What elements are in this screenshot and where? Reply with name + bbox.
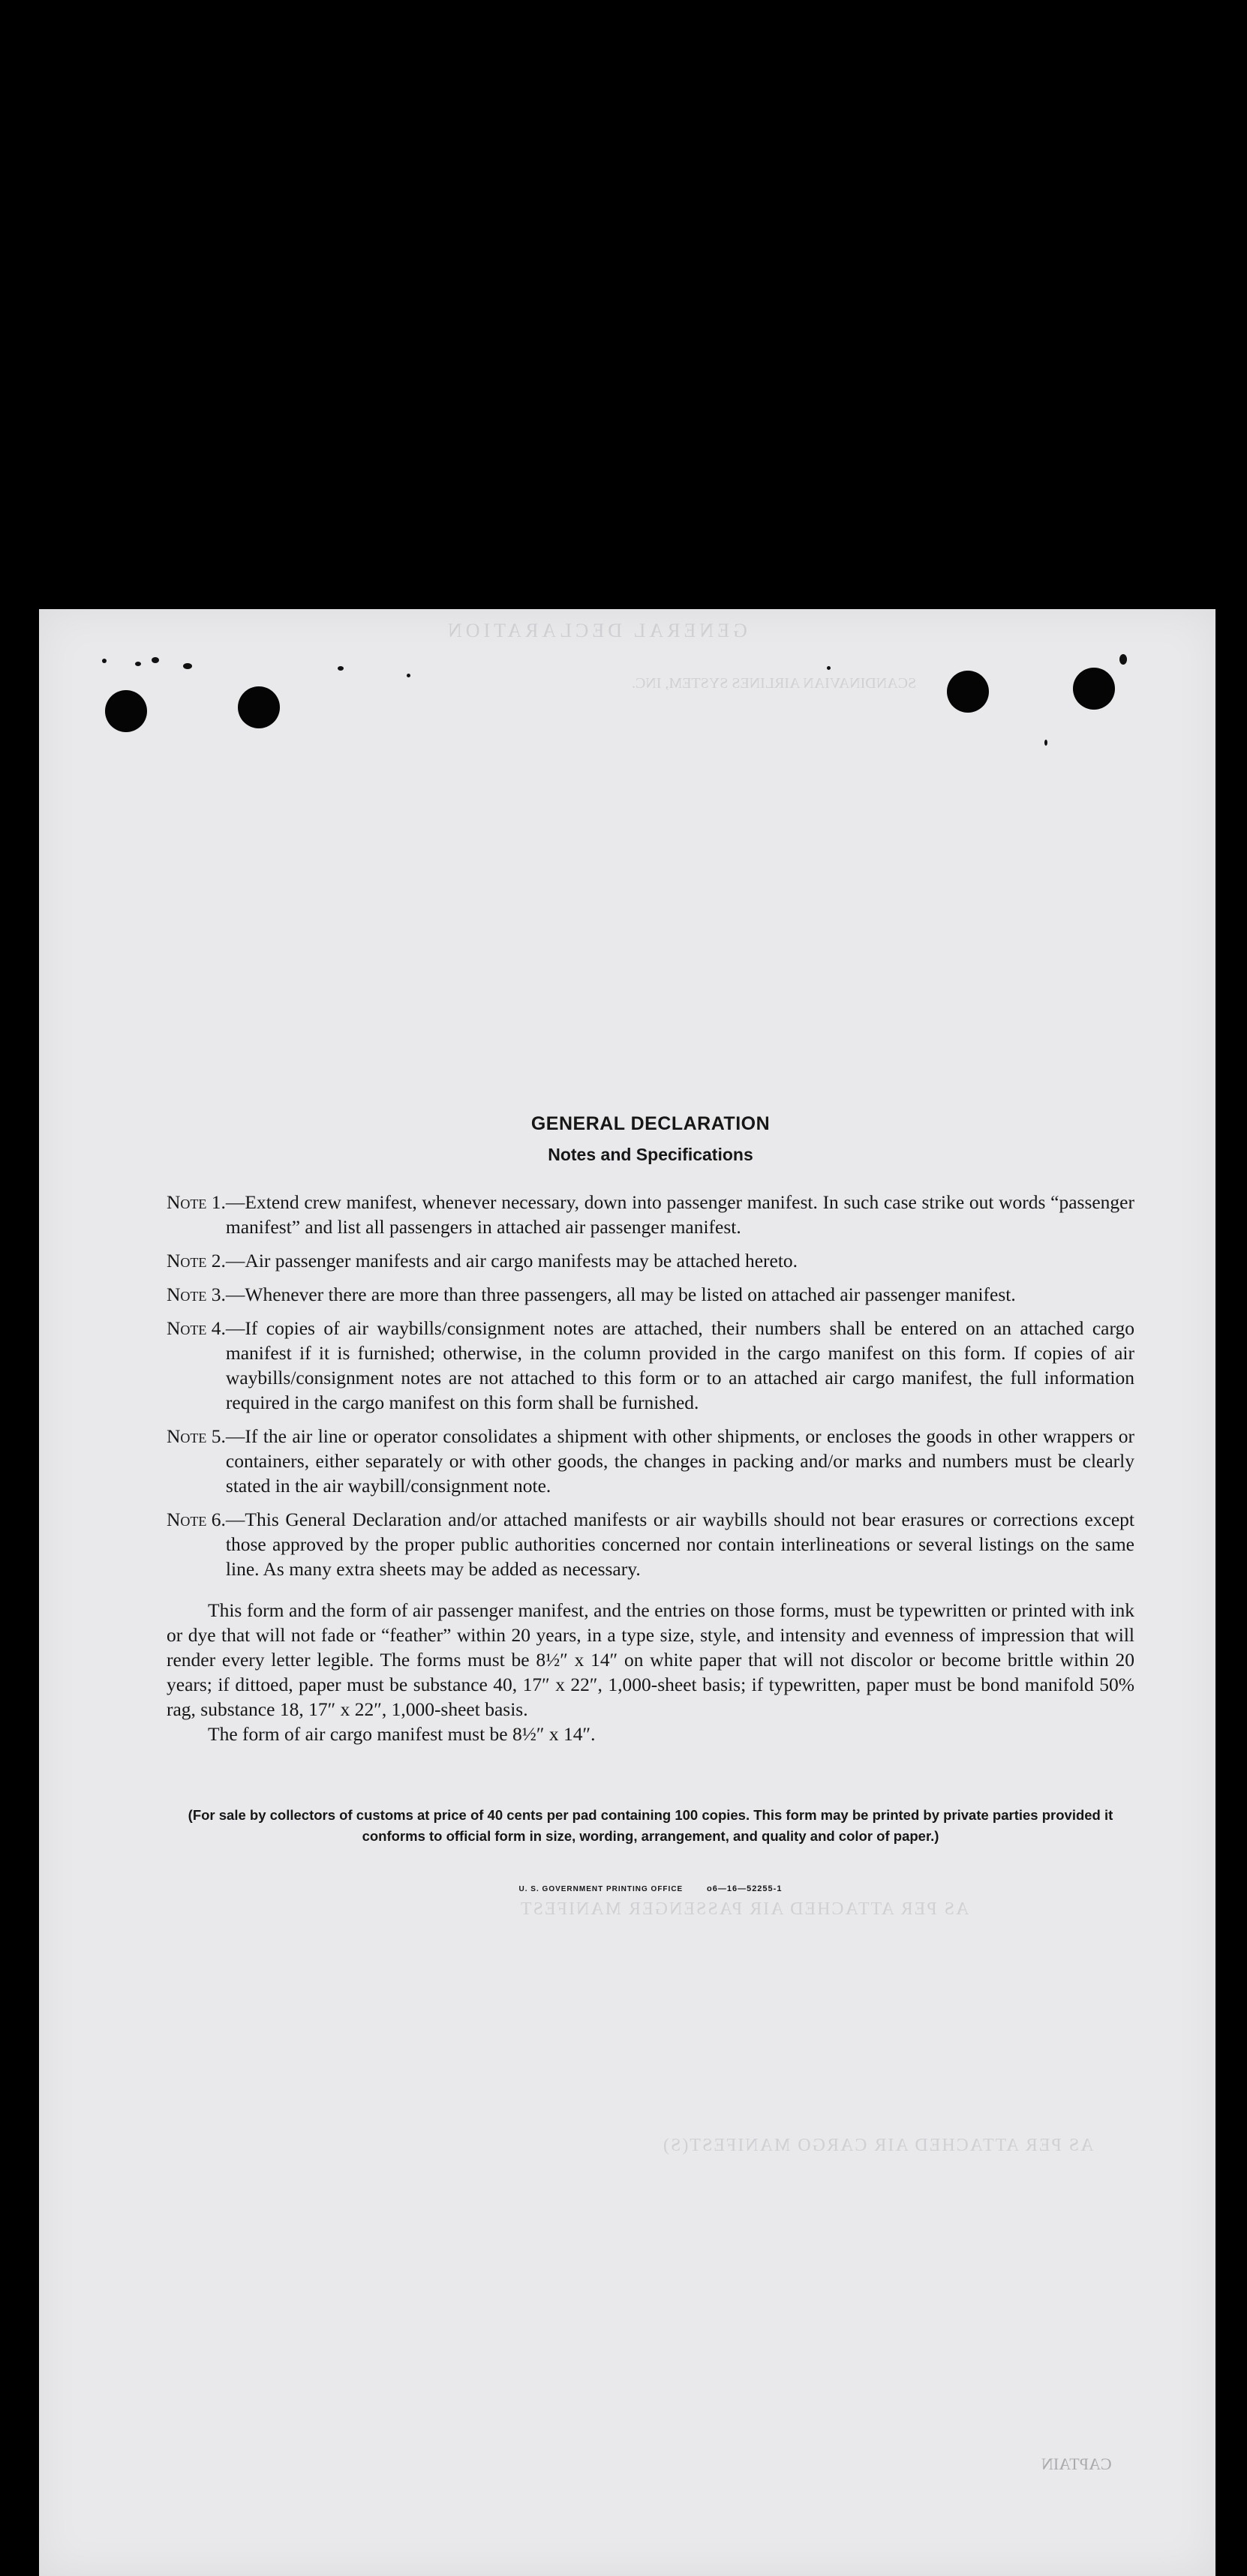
note-text: —If copies of air waybills/consignment notes are attached, their numbers shall be entered on an attached cargo manifest if it is furnished; otherwise, in the column provided in the cargo manifest on this form. If copies of air waybills/consignment notes are not attached to this form or to an attached air cargo manifest, the full information required in the cargo manifest on this form shall be furnished. xyxy=(225,1317,1134,1413)
ink-speck xyxy=(152,657,159,663)
cargo-manifest-size-note: The form of air cargo manifest must be 8½″ x 14″. xyxy=(208,1723,596,1745)
note-label: Note 5. xyxy=(167,1425,226,1447)
note-item xyxy=(167,1248,1134,1273)
bleed-through-text: GENERAL DECLARATION xyxy=(444,620,747,641)
punch-hole xyxy=(1073,668,1115,710)
page-title: GENERAL DECLARATION xyxy=(530,1113,771,1134)
document-page xyxy=(39,609,1215,2576)
specification-paragraph: This form and the form of air passenger manifest, and the entries on those forms, must be typewritten or printed with ink or dye that will not fade or “feather” within 20 years, in a type size, style, and intensity and evenness of impression that will render every letter legible. The forms must be 8½″ x 14″ on white paper that will not discolor or become brittle within 20 years; if dittoed, paper must be substance 40, 17″ x 22″, 1,000-sheet basis; if typewritten, paper must be bond manifold 50% rag, substance 18, 17″ x 22″, 1,000-sheet basis. xyxy=(167,1599,1134,1720)
note-label: Note 4. xyxy=(167,1317,226,1339)
note-item xyxy=(167,1507,1134,1581)
note-item xyxy=(167,1190,1134,1239)
note-text: —If the air line or operator consolidates a shipment with other shipments, or encloses the goods in other wrappers or containers, either separately or with other goods, the changes in packing and/or marks and numbers must be clearly stated in the air waybill/consignment note. xyxy=(225,1425,1134,1497)
punch-hole xyxy=(105,690,147,732)
punch-hole xyxy=(238,686,280,728)
ink-speck xyxy=(102,659,107,663)
ink-speck xyxy=(407,674,410,677)
bleed-through-text: AS PER ATTACHED AIR CARGO MANIFEST(S) xyxy=(662,2136,1094,2155)
note-label: Note 3. xyxy=(167,1283,226,1305)
ink-speck xyxy=(135,662,141,666)
sale-notice: (For sale by collectors of customs at price of 40 cents per pad containing 100 copies. This form may be printed by private parties provided it conforms to official form in size, wording, arrangement, and quality and color of paper.) xyxy=(188,1807,1113,1844)
ink-speck xyxy=(1044,740,1047,746)
bleed-through-text: SCANDINAVIAN AIRLINES SYSTEM, INC. xyxy=(632,675,917,692)
note-item xyxy=(167,1424,1134,1498)
printer-imprint xyxy=(167,1877,1134,1902)
note-text: —Air passenger manifests and air cargo manifests may be attached hereto. xyxy=(225,1250,798,1271)
printer-code: o6—16—52255-1 xyxy=(707,1884,783,1893)
ink-speck xyxy=(183,663,192,669)
note-label: Note 2. xyxy=(167,1250,226,1271)
page-subtitle: Notes and Specifications xyxy=(548,1145,753,1164)
note-label: Note 6. xyxy=(167,1509,226,1530)
note-label: Note 1. xyxy=(167,1191,226,1213)
notes-list xyxy=(167,1190,1134,1581)
notes-content xyxy=(167,1112,1134,1902)
ink-speck xyxy=(338,666,344,671)
note-text: —Whenever there are more than three passengers, all may be listed on attached air passenger manifest. xyxy=(225,1283,1016,1305)
ink-speck xyxy=(827,666,831,670)
printer-name: U. S. GOVERNMENT PRINTING OFFICE xyxy=(518,1885,684,1893)
bleed-through-text: CAPTAIN xyxy=(1041,2454,1112,2473)
note-text: —Extend crew manifest, whenever necessary, down into passenger manifest. In such case strike out words “passenger manifest” and list all passengers in attached air passenger manifest. xyxy=(225,1191,1134,1238)
punch-hole xyxy=(947,671,989,713)
ink-speck xyxy=(1119,654,1127,665)
note-item xyxy=(167,1316,1134,1415)
note-item xyxy=(167,1282,1134,1307)
bleed-through-text: AS PER ATTACHED AIR PASSENGER MANIFEST xyxy=(519,1899,969,1919)
note-text: —This General Declaration and/or attached manifests or air waybills should not bear erasures or corrections except those approved by the proper public authorities concerned nor contain interlineations or several listings on the same line. As many extra sheets may be added as necessary. xyxy=(225,1509,1134,1580)
